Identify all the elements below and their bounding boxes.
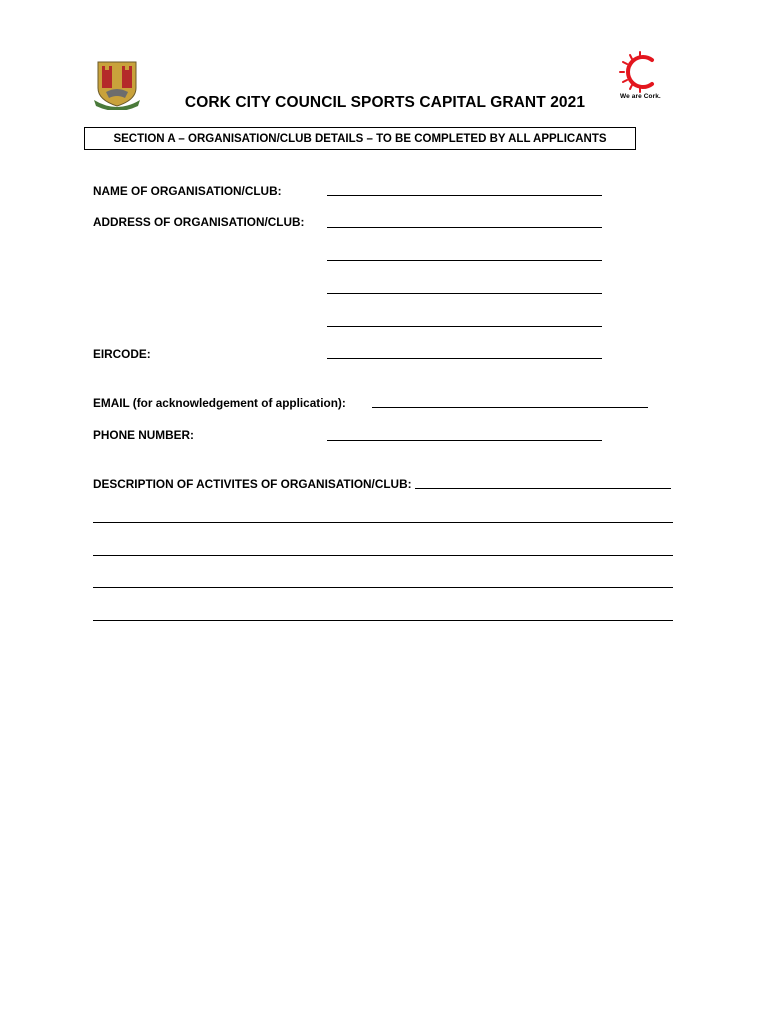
address-field-line-2[interactable] bbox=[327, 260, 602, 261]
address-field-line-3[interactable] bbox=[327, 293, 602, 294]
name-label: NAME OF ORGANISATION/CLUB: bbox=[93, 184, 282, 198]
email-field[interactable] bbox=[372, 407, 648, 408]
logo-tagline: We are Cork. bbox=[620, 93, 661, 100]
description-field-line-5[interactable] bbox=[93, 620, 673, 621]
description-field-line-4[interactable] bbox=[93, 587, 673, 588]
address-field-line-1[interactable] bbox=[327, 227, 602, 228]
description-label: DESCRIPTION OF ACTIVITES OF ORGANISATION/CLUB: bbox=[93, 477, 412, 491]
phone-label: PHONE NUMBER: bbox=[93, 428, 194, 442]
page-title: CORK CITY COUNCIL SPORTS CAPITAL GRANT 2021 bbox=[184, 94, 586, 111]
address-field-line-4[interactable] bbox=[327, 326, 602, 327]
description-field-line-1[interactable] bbox=[415, 488, 671, 489]
section-heading: SECTION A – ORGANISATION/CLUB DETAILS – TO BE COMPLETED BY ALL APPLICANTS bbox=[84, 127, 636, 150]
name-field[interactable] bbox=[327, 195, 602, 196]
phone-field[interactable] bbox=[327, 440, 602, 441]
address-label: ADDRESS OF ORGANISATION/CLUB: bbox=[93, 215, 305, 229]
email-label: EMAIL (for acknowledgement of application): bbox=[93, 396, 346, 410]
eircode-label: EIRCODE: bbox=[93, 347, 151, 361]
description-field-line-2[interactable] bbox=[93, 522, 673, 523]
description-field-line-3[interactable] bbox=[93, 555, 673, 556]
eircode-field[interactable] bbox=[327, 358, 602, 359]
